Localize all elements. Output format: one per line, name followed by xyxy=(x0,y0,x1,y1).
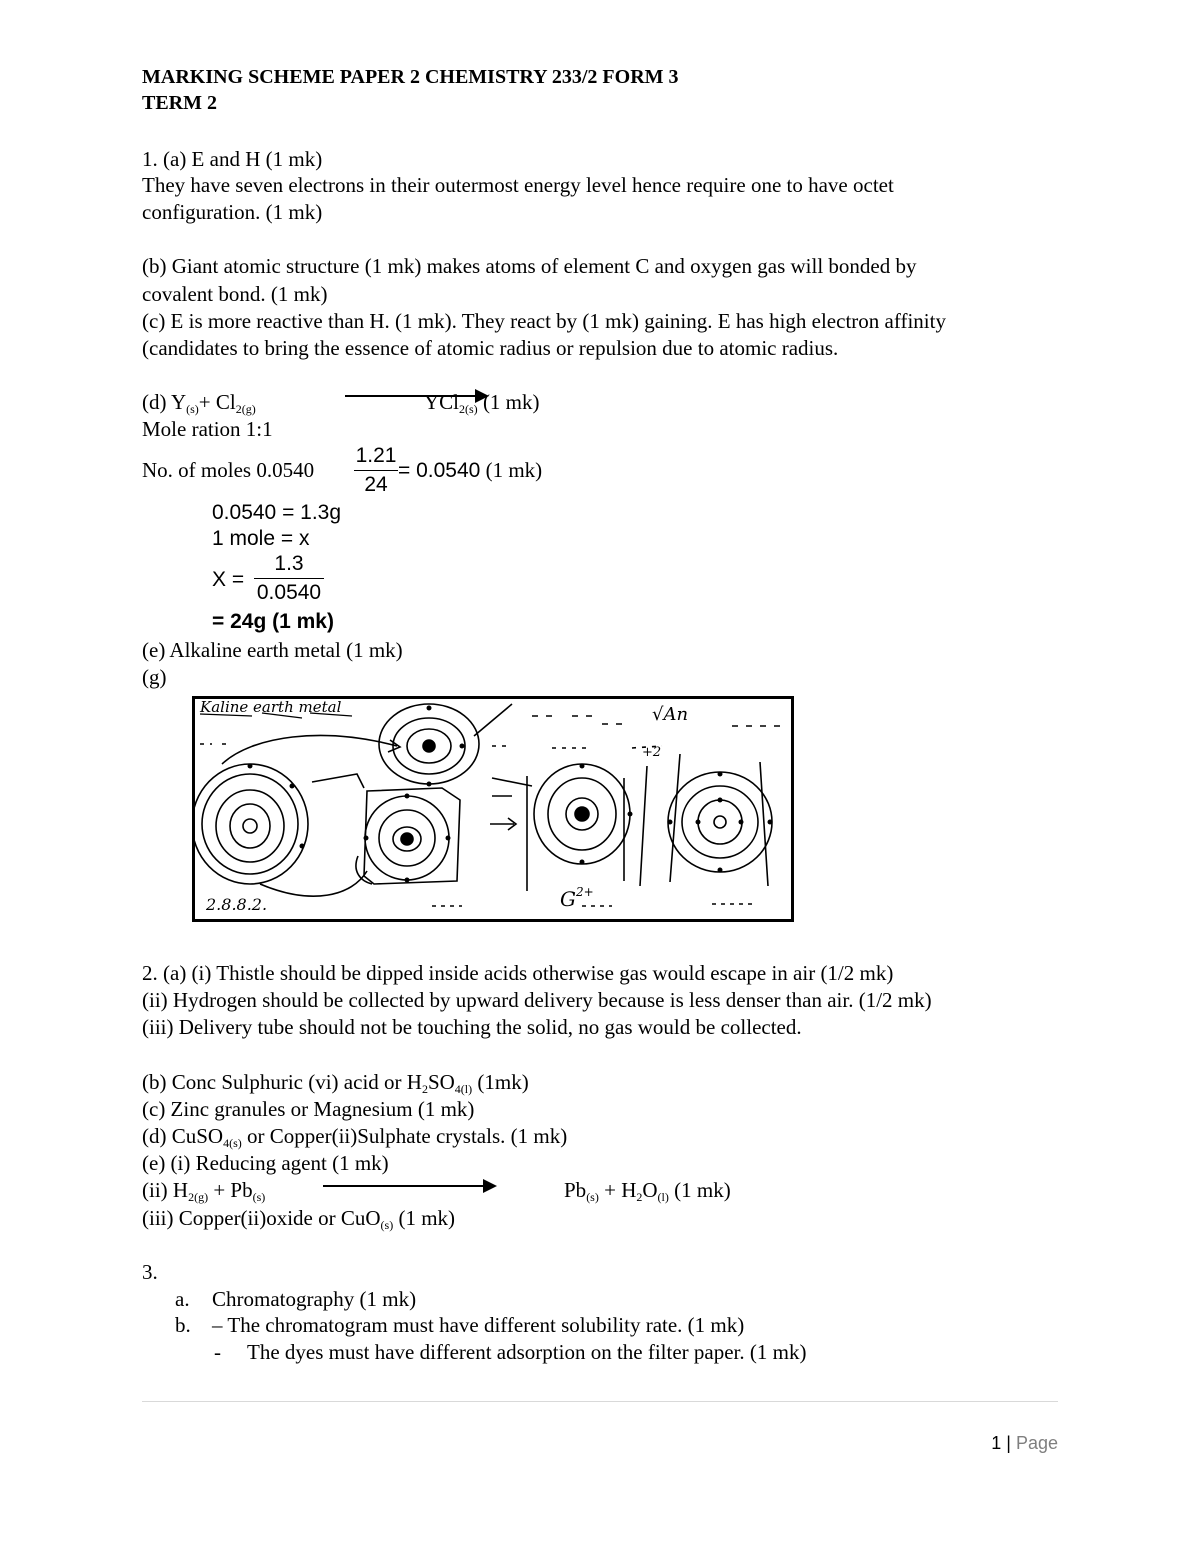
q2e-ii-reactants: (ii) $H_{2(g)} + Pb_{(s)}$ xyxy=(142,1178,266,1204)
q1a-answer: 1. (a) E and H (1 mk) xyxy=(142,147,323,171)
q1e-answer: (e) Alkaline earth metal (1 mk) xyxy=(142,638,403,662)
q1d-product: YCl$_{2(s)}$ (1 mk) xyxy=(424,390,540,416)
page-number: 1 xyxy=(991,1433,1002,1453)
document-title-line-2: TERM 2 xyxy=(142,92,217,114)
q1a-explanation-line-1: They have seven electrons in their outermost energy level hence require one to have octet xyxy=(142,173,894,197)
fraction-denominator: 24 xyxy=(364,473,388,496)
moles-label: No. of moles 0.0540 xyxy=(142,458,315,482)
q3b-marker: b. xyxy=(175,1313,191,1337)
q3-number: 3. xyxy=(142,1260,158,1284)
calc-line-1: 0.0540 = 1.3g xyxy=(212,501,342,524)
q3b-bullet-marker: - xyxy=(214,1340,221,1364)
fraction-mass-over-molar xyxy=(354,443,398,498)
q2a-iii: (iii) Delivery tube should not be touching the solid, no gas would be collected. xyxy=(142,1015,802,1039)
q2e-i: (e) (i) Reducing agent (1 mk) xyxy=(142,1151,389,1175)
diagram-svg xyxy=(192,696,794,922)
q1d-reactants: (d) $Y_{(s)}+ Cl_{2(g)}$ xyxy=(142,390,256,416)
q2d: (d) CuSO$_{4(s)}$ or Copper(ii)Sulphate crystals. (1 mk) xyxy=(142,1124,568,1150)
q1b-line-1: (b) Giant atomic structure (1 mk) makes atoms of element C and oxygen gas will bonded by xyxy=(142,254,917,278)
handwritten-label-top-right: √An xyxy=(652,704,689,725)
q3a-text: Chromatography (1 mk) xyxy=(212,1287,417,1311)
q1g-label: (g) xyxy=(142,665,167,689)
q2c: (c) Zinc granules or Magnesium (1 mk) xyxy=(142,1097,475,1121)
page-word: Page xyxy=(1015,1433,1058,1453)
fraction-numerator: 1.21 xyxy=(355,444,397,467)
q3a-marker: a. xyxy=(175,1287,190,1311)
document-title-line-1: MARKING SCHEME PAPER 2 CHEMISTRY 233/2 FORM 3 xyxy=(142,66,679,88)
q1c-line-2: (candidates to bring the essence of atomic radius or repulsion due to atomic radius. xyxy=(142,336,839,360)
final-answer: = 24g (1 mk) xyxy=(212,610,334,633)
q1a-explanation-line-2: configuration. (1 mk) xyxy=(142,200,323,224)
x-label: X = xyxy=(212,568,245,591)
fraction-bar xyxy=(254,578,324,579)
fraction-x xyxy=(254,551,324,606)
handwritten-charge: +2 xyxy=(642,745,662,760)
q1c-line-1: (c) E is more reactive than H. (1 mk). They react by (1 mk) gaining. E has high electron affinity xyxy=(142,309,946,333)
footer-divider xyxy=(142,1401,1058,1402)
handwritten-electron-diagram xyxy=(192,696,794,922)
q2b: (b) Conc Sulphuric (vi) acid or $H_2SO_{4(l)}$ (1mk) xyxy=(142,1070,529,1096)
fraction-numerator: 1.3 xyxy=(274,552,304,575)
q2a-ii: (ii) Hydrogen should be collected by upward delivery because is less denser than air. (1/2 mk) xyxy=(142,988,932,1012)
handwritten-config: 2.8.8.2. xyxy=(206,895,268,914)
q2a-i: 2. (a) (i) Thistle should be dipped inside acids otherwise gas would escape in air (1/2 mk) xyxy=(142,961,894,985)
reaction-arrow-icon xyxy=(323,1185,495,1187)
handwritten-ion: $G^{2+}$ xyxy=(560,885,594,911)
page-footer xyxy=(991,1433,1058,1454)
moles-result: = 0.0540 (1 mk) xyxy=(398,458,543,482)
q2e-ii-products: $Pb_{(s)} + H_2O_{(l)}$ (1 mk) xyxy=(564,1178,731,1204)
fraction-bar xyxy=(354,470,398,471)
footer-separator: | xyxy=(1006,1433,1011,1453)
handwritten-label-top-left: Kaline earth metal xyxy=(200,698,342,716)
q3b-bullet-text: The dyes must have different adsorption on the filter paper. (1 mk) xyxy=(247,1340,807,1364)
calc-line-2: 1 mole = x xyxy=(212,527,310,550)
q3b-text: – The chromatogram must have different solubility rate. (1 mk) xyxy=(212,1313,745,1337)
q2e-iii: (iii) Copper(ii)oxide or CuO$_{(s)}$ (1 mk) xyxy=(142,1206,456,1232)
mole-ratio: Mole ration 1:1 xyxy=(142,417,273,441)
fraction-denominator: 0.0540 xyxy=(256,581,322,604)
q1b-line-2: covalent bond. (1 mk) xyxy=(142,282,328,306)
